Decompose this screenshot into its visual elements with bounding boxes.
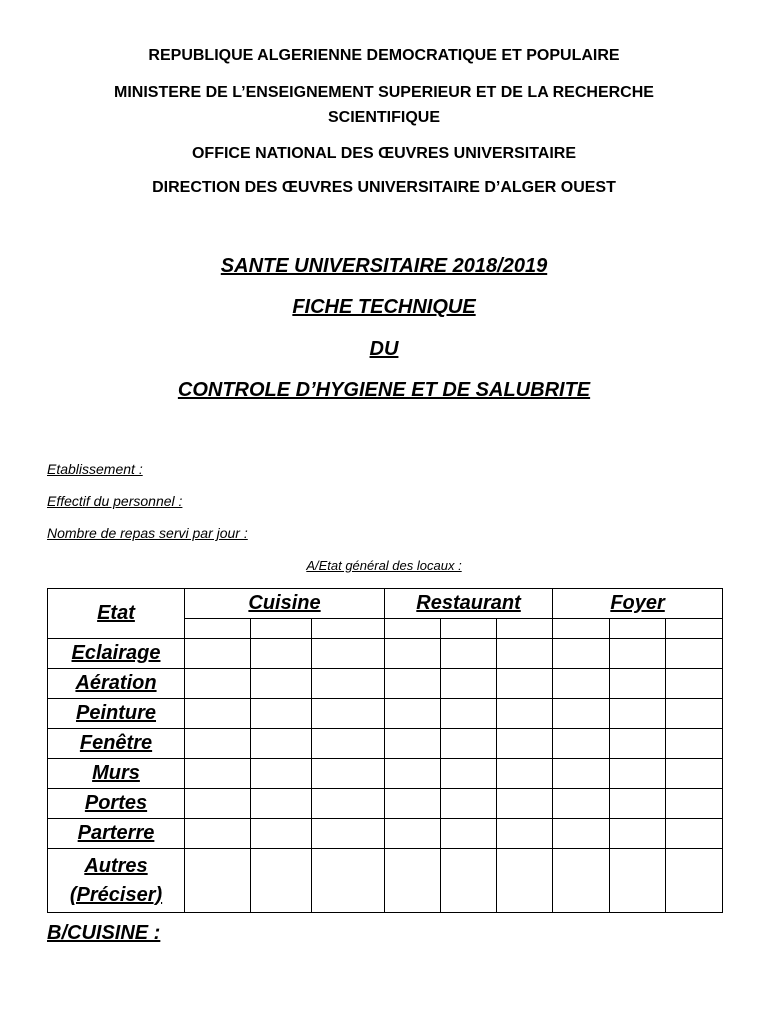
- table-cell[interactable]: [185, 819, 251, 849]
- table-cell[interactable]: [251, 789, 312, 819]
- field-repas: Nombre de repas servi par jour :: [47, 525, 248, 541]
- table-cell[interactable]: [610, 729, 666, 759]
- row-label: Aération: [48, 669, 185, 699]
- table-cell[interactable]: [251, 699, 312, 729]
- table-cell[interactable]: [666, 729, 723, 759]
- row-label: Parterre: [48, 819, 185, 849]
- table-row: [48, 699, 723, 729]
- table-cell[interactable]: [312, 619, 385, 639]
- table-cell[interactable]: [251, 639, 312, 669]
- title-sante: SANTE UNIVERSITAIRE 2018/2019: [220, 255, 548, 277]
- table-cell[interactable]: [497, 759, 553, 789]
- table-cell[interactable]: [666, 699, 723, 729]
- table-cell[interactable]: [497, 639, 553, 669]
- title-du: DU: [369, 338, 399, 360]
- table-cell[interactable]: [441, 759, 497, 789]
- table-cell[interactable]: [441, 849, 497, 913]
- table-cell[interactable]: [185, 619, 251, 639]
- row-label: Fenêtre: [48, 729, 185, 759]
- table-cell[interactable]: [251, 669, 312, 699]
- table-cell[interactable]: [441, 699, 497, 729]
- header-office: OFFICE NATIONAL DES ŒUVRES UNIVERSITAIRE: [191, 145, 577, 162]
- field-etablissement: Etablissement :: [47, 461, 143, 477]
- table-cell[interactable]: [251, 619, 312, 639]
- table-cell[interactable]: [553, 669, 610, 699]
- table-header-row: [48, 589, 723, 619]
- table-cell[interactable]: [385, 669, 441, 699]
- table-cell[interactable]: [497, 729, 553, 759]
- table-cell[interactable]: [553, 699, 610, 729]
- table-cell[interactable]: [497, 849, 553, 913]
- table-cell[interactable]: [666, 759, 723, 789]
- table-cell[interactable]: [385, 619, 441, 639]
- table-cell[interactable]: [251, 729, 312, 759]
- col-header-foyer: Foyer: [553, 589, 723, 619]
- table-cell[interactable]: [251, 759, 312, 789]
- table-cell[interactable]: [666, 669, 723, 699]
- table-cell[interactable]: [441, 729, 497, 759]
- table-row: [48, 669, 723, 699]
- table-cell[interactable]: [497, 669, 553, 699]
- table-cell[interactable]: [385, 759, 441, 789]
- table-cell[interactable]: [553, 819, 610, 849]
- table-row: [48, 729, 723, 759]
- hygiene-table: [47, 588, 723, 913]
- table-cell[interactable]: [251, 819, 312, 849]
- table-cell[interactable]: [610, 669, 666, 699]
- row-label: Murs: [48, 759, 185, 789]
- table-cell[interactable]: [312, 789, 385, 819]
- field-effectif: Effectif du personnel :: [47, 493, 183, 509]
- table-cell[interactable]: [666, 619, 723, 639]
- table-cell[interactable]: [185, 729, 251, 759]
- table-cell[interactable]: [185, 789, 251, 819]
- header-republique: REPUBLIQUE ALGERIENNE DEMOCRATIQUE ET POPULAIRE: [148, 47, 620, 64]
- table-cell[interactable]: [185, 759, 251, 789]
- table-cell[interactable]: [385, 729, 441, 759]
- table-cell[interactable]: [610, 849, 666, 913]
- table-cell[interactable]: [553, 729, 610, 759]
- table-cell[interactable]: [185, 849, 251, 913]
- row-label-autres-line2: (Préciser): [69, 883, 163, 906]
- row-label: Eclairage: [48, 639, 185, 669]
- table-cell[interactable]: [610, 639, 666, 669]
- table-cell[interactable]: [312, 699, 385, 729]
- table-cell[interactable]: [185, 639, 251, 669]
- table-cell[interactable]: [312, 669, 385, 699]
- table-cell[interactable]: [497, 819, 553, 849]
- table-cell[interactable]: [441, 789, 497, 819]
- table-cell[interactable]: [666, 819, 723, 849]
- col-header-etat: Etat: [48, 589, 185, 639]
- table-cell[interactable]: [553, 619, 610, 639]
- table-cell[interactable]: [385, 789, 441, 819]
- table-row: [48, 849, 723, 913]
- table-cell[interactable]: [497, 619, 553, 639]
- table-row: [48, 819, 723, 849]
- table-cell[interactable]: [185, 669, 251, 699]
- section-a-title: A/Etat général des locaux :: [306, 558, 462, 573]
- row-label: Portes: [48, 789, 185, 819]
- section-b-title: B/CUISINE :: [47, 922, 161, 944]
- table-cell[interactable]: [185, 699, 251, 729]
- table-cell[interactable]: [610, 789, 666, 819]
- table-cell[interactable]: [610, 819, 666, 849]
- table-cell[interactable]: [553, 759, 610, 789]
- table-cell[interactable]: [312, 819, 385, 849]
- table-cell[interactable]: [441, 619, 497, 639]
- table-row: [48, 639, 723, 669]
- row-label: Peinture: [48, 699, 185, 729]
- row-label-autres-line1: Autres: [84, 854, 148, 877]
- table-cell[interactable]: [610, 699, 666, 729]
- header-ministere: MINISTERE DE L’ENSEIGNEMENT SUPERIEUR ET DE LA RECHERCHE: [114, 84, 654, 101]
- table-cell[interactable]: [312, 759, 385, 789]
- table-cell[interactable]: [441, 819, 497, 849]
- table-cell[interactable]: [251, 849, 312, 913]
- table-cell[interactable]: [312, 639, 385, 669]
- table-cell[interactable]: [312, 729, 385, 759]
- table-cell[interactable]: [610, 759, 666, 789]
- table-cell[interactable]: [441, 639, 497, 669]
- title-controle: CONTROLE D’HYGIENE ET DE SALUBRITE: [177, 379, 591, 401]
- table-cell[interactable]: [610, 619, 666, 639]
- table-cell[interactable]: [385, 849, 441, 913]
- header-ministere-cont: SCIENTIFIQUE: [327, 109, 440, 126]
- table-cell[interactable]: [385, 819, 441, 849]
- table-cell[interactable]: [666, 639, 723, 669]
- table-row: [48, 759, 723, 789]
- table-cell[interactable]: [497, 789, 553, 819]
- row-label-autres: [48, 849, 185, 913]
- col-header-restaurant: Restaurant: [385, 589, 553, 619]
- table-row: [48, 789, 723, 819]
- header-direction: DIRECTION DES ŒUVRES UNIVERSITAIRE D’ALGER OUEST: [152, 179, 616, 196]
- col-header-cuisine: Cuisine: [185, 589, 385, 619]
- table-cell[interactable]: [312, 849, 385, 913]
- title-fiche: FICHE TECHNIQUE: [292, 296, 476, 318]
- table-cell[interactable]: [385, 699, 441, 729]
- table-cell[interactable]: [497, 699, 553, 729]
- table-cell[interactable]: [553, 789, 610, 819]
- table-cell[interactable]: [666, 789, 723, 819]
- table-cell[interactable]: [553, 849, 610, 913]
- table-cell[interactable]: [441, 669, 497, 699]
- table-cell[interactable]: [553, 639, 610, 669]
- table-cell[interactable]: [385, 639, 441, 669]
- table-cell[interactable]: [666, 849, 723, 913]
